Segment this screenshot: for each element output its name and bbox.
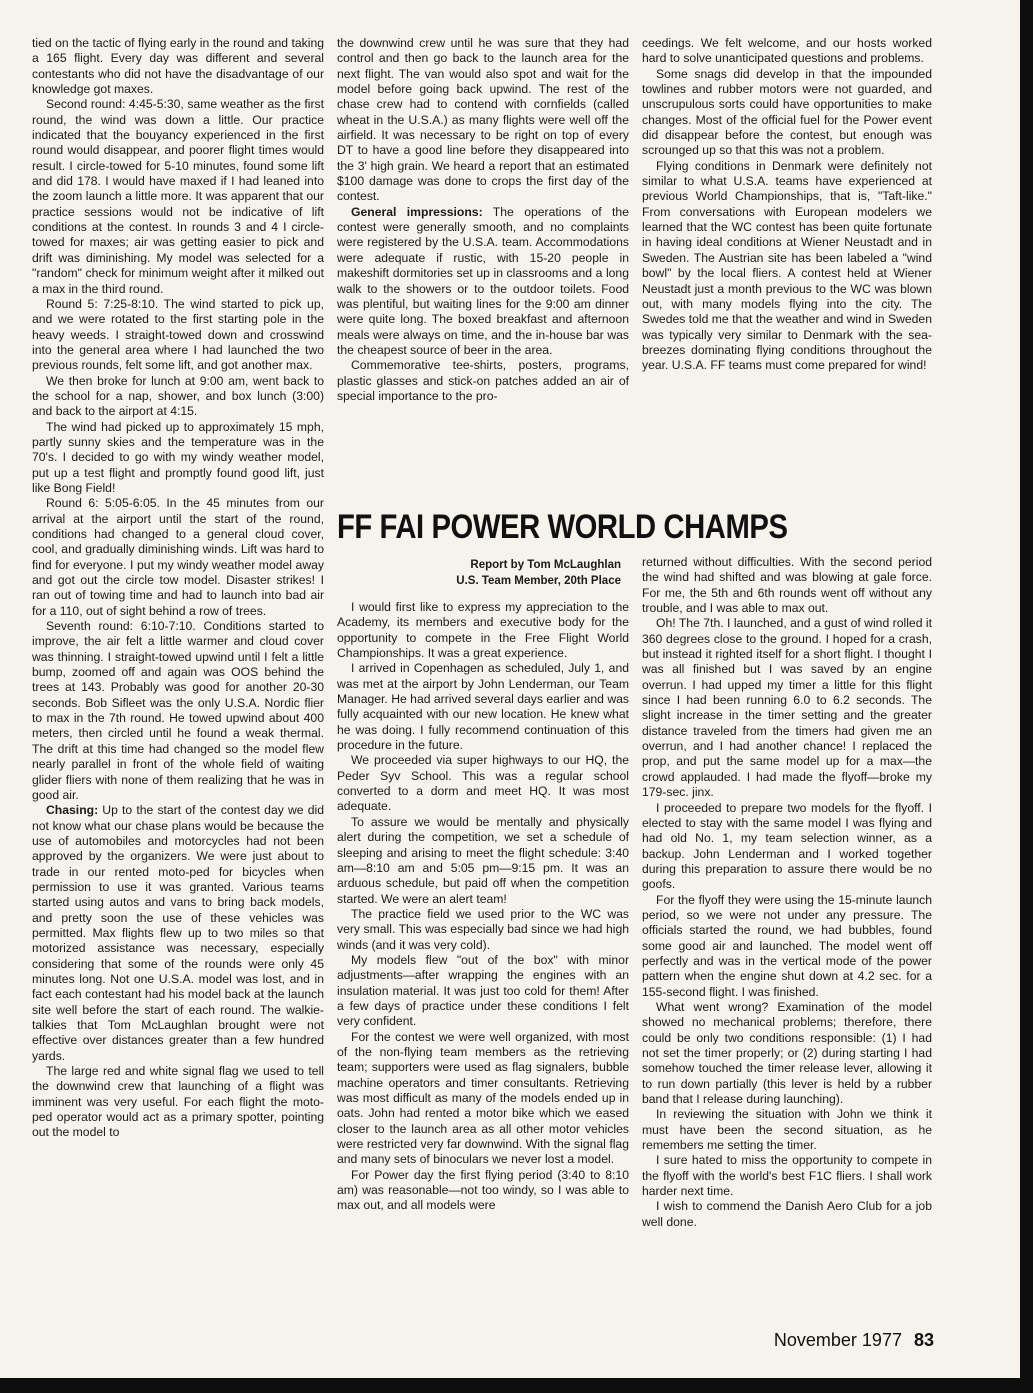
paragraph: In reviewing the situation with John we think it must have been the second situation, as he remembers me setting the timer. <box>642 1107 932 1153</box>
paragraph: Seventh round: 6:10-7:10. Conditions started to improve, the air felt a little warmer and cloud cover was thinning. I straight-towed upwind until I felt a little bump, zoomed off and again was OOS behind the trees at 143. Probably was good for another 20-30 seconds. Bob Sifleet was the only U.S.A. Nordic flier to max in the 7th round. He towed upwind about 400 meters, then circled until he found a weak thermal. The drift at this time had changed so the model flew nearly parallel in front of the whole field of waiting glider fliers with none of them realizing that he was in good air. <box>32 619 324 802</box>
page-footer <box>774 1330 934 1351</box>
paragraph: For the flyoff they were using the 15-minute launch period, so we were not under any pressure. The officials started the round, we had bubbles, found some good air and launched. The model went off perfectly and was in the vertical mode of the power pattern when the engine shut down at 4.2 sec. for a 155-second flight. I was finished. <box>642 892 932 999</box>
paragraph-text: The operations of the contest were generally smooth, and no complaints were registered by the U.S.A. team. Accommodations were adequate if rustic, with 15-20 people in makeshift dormitories set up in classrooms and a long walk to the showers or to the outdoor toilets. Food was plentiful, but waiting lines for the 9:00 am dinner were quite long. The boxed breakfast and afternoon meals were always on time, and the in-house bar was the cheapest source of beer in the area. <box>337 204 629 357</box>
run-in-heading: Chasing: <box>46 803 99 818</box>
paragraph-text: Up to the start of the contest day we did not know what our chase plans would be because the use of automobiles and motorcycles had not been approved by the organizers. We were just about to trade in our rented moto-ped for bicycles when permission to use it was granted. Various teams started using autos and vans to bring back models, and pretty soon the use of these vehicles was permitted. Max flights flew up to two miles so that motorized assistance was necessary, especially considering that some of the rounds were only 45 minutes long. Not one U.S.A. model was lost, and in fact each contestant had his model back at the launch site well before the start of each round. The walkie-talkies that Tom McLaughlan brought were not effective over distances greater than a few hundred yards. <box>32 803 324 1063</box>
paragraph: Oh! The 7th. I launched, and a gust of wind rolled it 360 degrees close to the ground. I hoped for a crash, but instead it righted itself for a short flight. I thought I was all finished but I was saved by an engine overrun. I had upped my timer a little for this flight since I had been running 6.0 to 6.2 seconds. The slight increase in the timer setting and the greater distance traveled from the timers had given me an overrun, and I had another chance! I replaced the prop, and put the same model up for a max—the crowd applauded. I had made the flyoff—broke my 179-sec. jinx. <box>642 616 932 800</box>
paragraph: ceedings. We felt welcome, and our hosts worked hard to solve unanticipated questions and problems. <box>642 36 932 66</box>
paragraph: Second round: 4:45-5:30, same weather as the first round, the wind was down a little. Our practice indicated that the bouyancy experienced in the first round would disappear, and poorer flight times would result. I circle-towed for 5-10 minutes, found some lift and did 178. I would have maxed if I had leaned into the zoom launch a little more. It was apparent that our practice sessions would not be indicative of lift conditions at the contest. In rounds 3 and 4 I circle-towed for maxes; air was getting easier to pick and drift was diminishing. My model was selected for a "random" check for minimum weight after it milked out a max in the third round. <box>32 97 324 296</box>
column-3-continued-text <box>642 36 932 466</box>
paragraph: Round 6: 5:05-6:05. In the 45 minutes from our arrival at the airport until the start of the round, conditions had changed to a general cloud cover, cool, and gradually diminishing winds. Lift was hard to find for everyone. I put my windy weather model away and got out the circle tow model. Disaster strikes! I ran out of towing time and had to launch into bad air for a 110, out of sight behind a row of trees. <box>32 496 324 618</box>
paragraph: I proceeded to prepare two models for the flyoff. I elected to stay with the same model I was flying and had old No. 1, my team selection winner, as a backup. John Lenderman and I worked together during this preparation to assure there would be no goofs. <box>642 800 932 892</box>
byline-role: U.S. Team Member, 20th Place <box>456 575 621 587</box>
paragraph: Commemorative tee-shirts, posters, programs, plastic glasses and stick-on patches added an air of special importance to the pro- <box>337 358 629 403</box>
paragraph: I would first like to express my appreciation to the Academy, its members and executive body for the opportunity to compete in the Free Flight World Championships. It was a great experience. <box>337 600 629 661</box>
paragraph: I sure hated to miss the opportunity to compete in the flyoff with the world's best F1C fliers. I shall work harder next time. <box>642 1153 932 1199</box>
page-number: 83 <box>913 1330 934 1350</box>
paragraph: I arrived in Copenhagen as scheduled, July 1, and was met at the airport by John Lenderman, our Team Manager. He had arrived several days earlier and was fully acquainted with our new location. He knew what he was doing. I fully recommend continuation of this procedure in the future. <box>337 661 629 753</box>
paragraph: We proceeded via super highways to our HQ, the Peder Syv School. This was a regular school converted to a dorm and meet HQ. It was most adequate. <box>337 753 629 814</box>
paragraph: We then broke for lunch at 9:00 am, went back to the school for a nap, shower, and box lunch (3:00) and back to the airport at 4:15. <box>32 373 324 419</box>
paragraph: For the contest we were well organized, with most of the non-flying team members as the retrieving team; supporters were used as flag signalers, bubble machine operators and timer consultants. Retrieving was most difficult as many of the models ended up in oats. John had rented a motor bike which we eased closer to the launch area as all other motor vehicles were restricted very far downwind. With the signal flag and many sets of binoculars we never lost a model. <box>337 1029 629 1167</box>
paragraph: The wind had picked up to approximately 15 mph, partly sunny skies and the temperature was in the 70's. I decided to go with my windy weather model, put up a test flight and promptly found good lift, just like Bong Field! <box>32 419 324 495</box>
paragraph: the downwind crew until he was sure that they had control and then go back to the launch area for the next flight. The van would also spot and wait for the model before going back upwind. The rest of the chase crew had to contend with cornfields (called wheat in the U.S.A.) as many flights were well off the airfield. It was necessary to be right on top of every DT to have a good line before they disappeared into the 3' high grain. We heard a report that an estimated $100 damage was done to crops the first day of the contest. <box>337 36 629 204</box>
column-1-continued-text <box>32 36 324 1326</box>
paragraph: Some snags did develop in that the impounded towlines and rubber motors were not guarded, and unscrupulous sorts could have opportunities to make changes. Most of the official fuel for the Power event did disappear before the contest, but enough was scrounged up so that this was not a problem. <box>642 66 932 158</box>
column-2-continued-text <box>337 36 629 466</box>
paragraph: returned without difficulties. With the second period the wind had shifted and was blowing at gale force. For me, the 5th and 6th rounds went off without any trouble, and I was able to max out. <box>642 555 932 616</box>
paragraph: The large red and white signal flag we used to tell the downwind crew that launching of a flight was imminent was very useful. For each flight the moto-ped operator would act as a primary spotter, pointing out the model to <box>32 1064 324 1140</box>
paragraph: For Power day the first flying period (3:40 to 8:10 am) was reasonable—not too windy, so I was able to max out, and all models were <box>337 1167 629 1213</box>
paragraph: Round 5: 7:25-8:10. The wind started to pick up, and we were rotated to the first starting pole in the heavy weeds. I straight-towed down and crosswind into the general area where I had launched the two previous rounds, felt some lift, and got another max. <box>32 296 324 373</box>
run-in-heading: General impressions: <box>351 204 483 219</box>
paragraph: Flying conditions in Denmark were definitely not similar to what U.S.A. teams have experienced at previous World Championships, that is, "Taft-like." From conversations with European modelers we learned that the WC contest has been quite fortunate in having ideal conditions at Wiener Neustadt and in Sweden. The Austrian site has been labeled a "wind bowl" by the local fliers. A contest held at Wiener Neustadt just a month previous to the WC was blown out, with many models flying into the city. The Swedes told me that the weather and wind in Sweden was typically very similar to Denmark with the sea-breezes dominating flying conditions throughout the year. U.S.A. FF teams must come prepared for wind! <box>642 158 932 373</box>
article-byline <box>337 557 621 589</box>
paragraph-general-impressions <box>337 205 629 358</box>
paragraph: What went wrong? Examination of the model showed no mechanical problems; therefore, there could be only two conditions responsible: (1) I had not set the timer properly; or (2) during starting I had somehow touched the timer release lever, allowing it to run down partially (this lever is held by a rubber band that I release during launching). <box>642 999 932 1107</box>
paragraph: My models flew "out of the box" with minor adjustments—after wrapping the engines with an insulation material. It was just too cold for them! After a few days of practice under these conditions I felt very confident. <box>337 952 629 1029</box>
article-column-right <box>642 555 932 1325</box>
article-headline: FF FAI POWER WORLD CHAMPS <box>337 508 788 546</box>
paragraph: I wish to commend the Danish Aero Club for a job well done. <box>642 1199 932 1229</box>
paragraph: The practice field we used prior to the WC was very small. This was especially bad since we had high winds (and it was very cold). <box>337 906 629 952</box>
issue-date: November 1977 <box>773 1330 902 1350</box>
paragraph-chasing <box>32 803 324 1064</box>
paragraph: tied on the tactic of flying early in the round and taking a 165 flight. Every day was different and several contestants who did not have the disadvantage of our knowledge got maxes. <box>32 36 324 97</box>
article-column-left <box>337 600 629 1325</box>
paragraph: To assure we would be mentally and physically alert during the competition, we set a schedule of sleeping and arising to meet the flight schedule: 3:40 am—8:10 am and 5:05 pm—9:15 pm. It was an arduous schedule, but paid off when the competition started. We were an alert team! <box>337 814 629 906</box>
byline-author: Report by Tom McLaughlan <box>470 559 621 571</box>
